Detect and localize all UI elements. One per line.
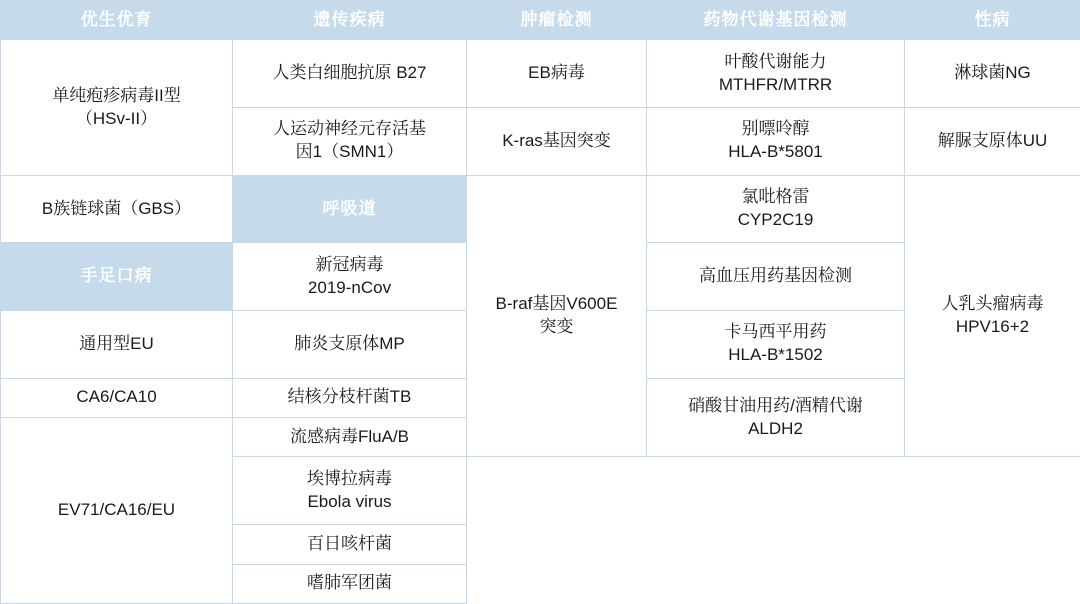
cell-pertussis: 百日咳杆菌 (233, 525, 467, 564)
cell-gonococcus-ng: 淋球菌NG (905, 40, 1080, 108)
cell-ca6-ca10: CA6/CA10 (1, 378, 233, 417)
subheader-respiratory: 呼吸道 (233, 175, 467, 243)
cell-legionella: 嗜肺军团菌 (233, 564, 467, 603)
column-header-genetic-disease: 遗传疾病 (233, 1, 467, 40)
cell-hypertension-drug-gene: 高血压用药基因检测 (647, 243, 905, 311)
cell-smn1 (233, 108, 467, 176)
cell-carbamazepine-line2: HLA-B*1502 (728, 345, 823, 365)
column-header-tumor-detection: 肿瘤检测 (467, 1, 647, 40)
table-row (1, 175, 1080, 243)
cell-mycoplasma-pneumoniae: 肺炎支原体MP (233, 311, 467, 379)
cell-hsv-2-line1: 单纯疱疹病毒II型 (52, 85, 181, 105)
cell-allopurinol (647, 108, 905, 176)
cell-ev71-ca16-eu: EV71/CA16/EU (1, 418, 233, 604)
column-header-eugenics: 优生优育 (1, 1, 233, 40)
cell-universal-eu: 通用型EU (1, 311, 233, 379)
column-header-drug-metabolism: 药物代谢基因检测 (647, 1, 905, 40)
cell-hpv-line2: HPV16+2 (955, 317, 1030, 337)
cell-clopidogrel (647, 175, 905, 243)
cell-smn1-line2: 因1（SMN1） (295, 142, 404, 162)
cell-hpv-line1: 人乳头瘤病毒 (941, 294, 1044, 314)
cell-covid19 (233, 243, 467, 311)
cell-carbamazepine-line1: 卡马西平用药 (724, 322, 827, 342)
cell-folate-metabolism-line1: 叶酸代谢能力 (724, 51, 827, 71)
column-header-std: 性病 (905, 1, 1080, 40)
cell-folate-metabolism-line2: MTHFR/MTRR (718, 74, 833, 94)
cell-covid19-line1: 新冠病毒 (315, 254, 384, 274)
cell-influenza-flu-ab: 流感病毒FluA/B (233, 418, 467, 457)
cell-braf-v600e (467, 175, 647, 457)
cell-carbamazepine (647, 311, 905, 379)
subheader-hand-foot-mouth: 手足口病 (1, 243, 233, 311)
cell-eb-virus: EB病毒 (467, 40, 647, 108)
cell-folate-metabolism (647, 40, 905, 108)
cell-tuberculosis-tb: 结核分枝杆菌TB (233, 378, 467, 417)
table-row (1, 40, 1080, 108)
cell-allopurinol-line2: HLA-B*5801 (728, 142, 823, 162)
cell-ebola-virus-line2: Ebola virus (307, 491, 392, 511)
table-header-row (1, 1, 1080, 40)
cell-nitroglycerin-aldh2 (647, 378, 905, 457)
cell-nitroglycerin-aldh2-line1: 硝酸甘油用药/酒精代谢 (688, 395, 863, 415)
cell-gbs: B族链球菌（GBS） (1, 175, 233, 243)
cell-braf-v600e-line1: B-raf基因V600E (495, 294, 618, 314)
cell-hla-b27: 人类白细胞抗原 B27 (233, 40, 467, 108)
cell-clopidogrel-line2: CYP2C19 (737, 210, 814, 230)
cell-clopidogrel-line1: 氯吡格雷 (741, 187, 810, 207)
cell-kras-mutation: K-ras基因突变 (467, 108, 647, 176)
cell-smn1-line1: 人运动神经元存活基 (273, 119, 426, 139)
cell-hpv (905, 175, 1080, 457)
cell-ureaplasma-uu: 解脲支原体UU (905, 108, 1080, 176)
cell-nitroglycerin-aldh2-line2: ALDH2 (748, 418, 803, 438)
cell-covid19-line2: 2019-nCov (307, 277, 392, 297)
cell-hsv-2-line2: （HSv-II） (75, 108, 158, 128)
cell-ebola-virus-line1: 埃博拉病毒 (307, 468, 392, 488)
cell-braf-v600e-line2: 突变 (539, 317, 574, 337)
cell-hsv-2 (1, 40, 233, 175)
cell-allopurinol-line1: 别嘌呤醇 (741, 119, 810, 139)
cell-ebola-virus (233, 457, 467, 525)
